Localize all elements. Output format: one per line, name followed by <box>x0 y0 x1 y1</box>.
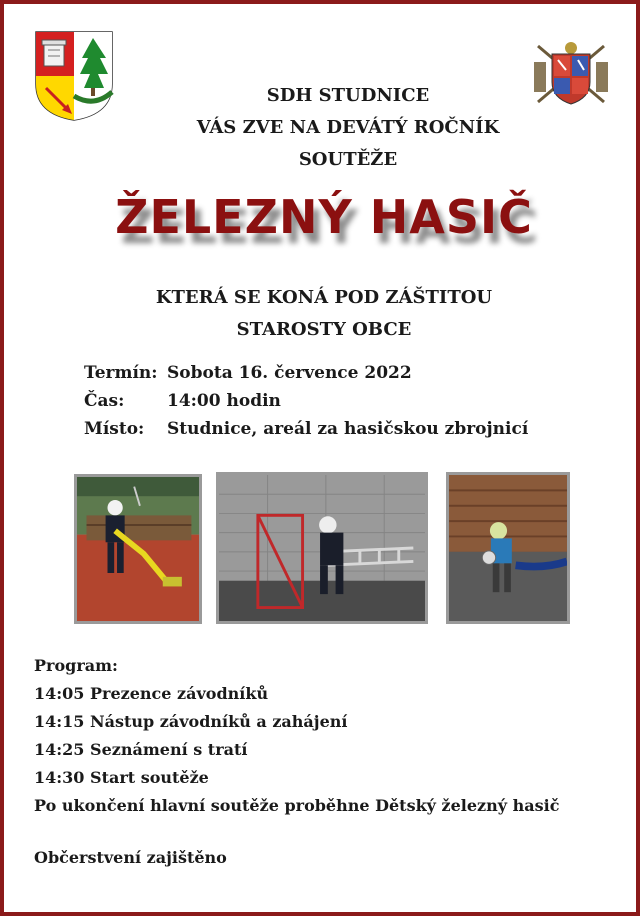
program-item: Po ukončení hlavní soutěže proběhne Dětský železný hasič <box>34 796 560 815</box>
photo-firefighter-hose <box>74 474 202 624</box>
photo-firefighter-ladder <box>216 472 428 624</box>
program-list <box>34 652 559 820</box>
program-item: 14:15 Nástup závodníků a zahájení <box>34 712 348 731</box>
program-heading: Program: <box>34 656 118 675</box>
header-line-3: SOUTĚŽE <box>298 149 398 170</box>
program-item: 14:05 Prezence závodníků <box>34 684 269 703</box>
place-value: Studnice, areál za hasičskou zbrojnicí <box>167 419 529 439</box>
header-line-2: VÁS ZVE NA DEVÁTÝ ROČNÍK <box>196 117 500 138</box>
program-item: 14:30 Start soutěže <box>34 768 209 787</box>
patronage-text <box>4 282 640 346</box>
time-value: 14:00 hodin <box>167 391 281 411</box>
header-line-1: SDH STUDNICE <box>266 85 430 106</box>
patronage-line-2: STAROSTY OBCE <box>236 319 412 340</box>
event-title: ŽELEZNÝ HASIČ <box>115 190 533 244</box>
program-item: 14:25 Seznámení s tratí <box>34 740 248 759</box>
date-value: Sobota 16. července 2022 <box>167 363 412 383</box>
date-label: Termín: <box>84 363 158 383</box>
photo-child-firefighter <box>446 472 570 624</box>
refreshments-note: Občerstvení zajištěno <box>34 848 227 867</box>
patronage-line-1: KTERÁ SE KONÁ POD ZÁŠTITOU <box>155 287 493 308</box>
place-label: Místo: <box>84 419 145 439</box>
time-label: Čas: <box>84 391 125 411</box>
invitation-header <box>4 80 640 176</box>
